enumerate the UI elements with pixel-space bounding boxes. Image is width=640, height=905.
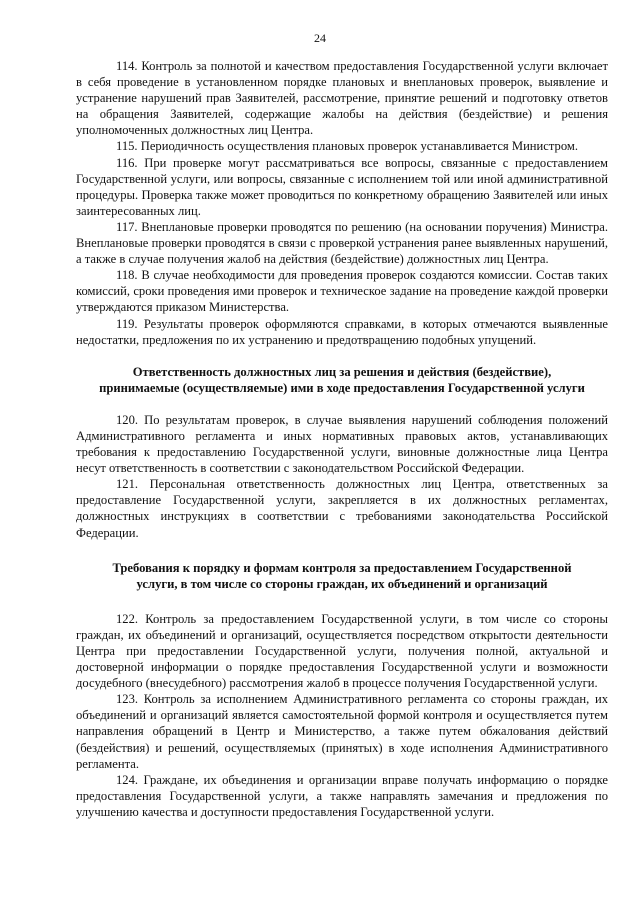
- paragraph-124: 124. Граждане, их объединения и организации вправе получать информацию о порядке предоставления Государственной услуги, а также направлять замечания и предложения по улучшению качества и доступности предоставления Государственной услуги.: [76, 772, 608, 819]
- section-heading-line: Ответственность должностных лиц за решения и действия (бездействие),: [132, 364, 552, 379]
- paragraph-123: 123. Контроль за исполнением Административного регламента со стороны граждан, их объединений и организаций является самостоятельной формой контроля и осуществляется путем направления обращений в Центр и Министерство, а также путем обжалования действий (бездействия) и решений, осуществляемых (принятых) в ходе исполнения Административного регламента.: [76, 692, 608, 771]
- section-heading-responsibility: [76, 364, 608, 396]
- spacer: [76, 592, 608, 611]
- paragraph-118: 118. В случае необходимости для проведения проверок создаются комиссии. Состав таких комиссий, сроки проведения ими проверок и техническое задание на проведение каждой проверки утверждаются приказом Министерства.: [76, 268, 608, 315]
- paragraph-119: 119. Результаты проверок оформляются справками, в которых отмечаются выявленные недостатки, предложения по их устранению и предотвращению подобных упущений.: [76, 316, 608, 347]
- paragraph-121: 121. Персональная ответственность должностных лиц Центра, ответственных за предоставление Государственной услуги, закрепляется в их должностных регламентах, должностных инструкциях в соответствии с требованиями законодательства Российской Федерации.: [76, 477, 608, 540]
- paragraph-122: 122. Контроль за предоставлением Государственной услуги, в том числе со стороны граждан, их объединений и организаций, осуществляется посредством открытости деятельности Центра при предоставлении Государственной услуги, получения полной, актуальной и достоверной информации о порядке предоставления Государственной услуги и возможности досудебного (внесудебного) рассмотрения жалоб в процессе получения Государственной услуги.: [76, 611, 608, 691]
- spacer: [76, 541, 608, 560]
- section-heading-line: услуги, в том числе со стороны граждан, их объединений и организаций: [136, 576, 548, 591]
- paragraph-120: 120. По результатам проверок, в случае выявления нарушений соблюдения положений Административного регламента и иных нормативных правовых актов, устанавливающих требования к предоставлению Государственной услуги, виновные должностные лица Центра несут ответственность в соответствии с законодательством Российской Федерации.: [76, 412, 608, 476]
- spacer: [76, 348, 608, 364]
- paragraph-116: 116. При проверке могут рассматриваться все вопросы, связанные с предоставлением Государственной услуги, или вопросы, связанные с исполнением той или иной административной процедуры. Проверка также может проводиться по конкретному обращению Заявителей или иных заинтересованных лиц.: [76, 155, 608, 218]
- spacer: [76, 396, 608, 412]
- section-heading-line: Требования к порядку и формам контроля за предоставлением Государственной: [112, 560, 572, 575]
- section-heading-line: принимаемые (осуществляемые) ими в ходе предоставления Государственной услуги: [99, 380, 585, 395]
- paragraph-117: 117. Внеплановые проверки проводятся по решению (на основании поручения) Министра. Внеплановые проверки проводятся в связи с проверкой устранения ранее выявленных нарушений, а также в случае получения жалоб на действия (бездействие) должностных лиц Центра.: [76, 219, 608, 267]
- page-number: 24: [314, 31, 326, 45]
- page-content: [76, 58, 608, 820]
- paragraph-114: 114. Контроль за полнотой и качеством предоставления Государственной услуги включает в себя проведение в установленном порядке плановых и внеплановых проверок, выявление и устранение нарушений прав Заявителей, рассмотрение, принятие решений и подготовку ответов на обращения Заявителей, содержащие жалобы на действия (бездействие) и решения уполномоченных должностных лиц Центра.: [76, 59, 608, 138]
- paragraph-115: 115. Периодичность осуществления плановых проверок устанавливается Министром.: [116, 139, 579, 154]
- section-heading-control-requirements: [76, 560, 608, 592]
